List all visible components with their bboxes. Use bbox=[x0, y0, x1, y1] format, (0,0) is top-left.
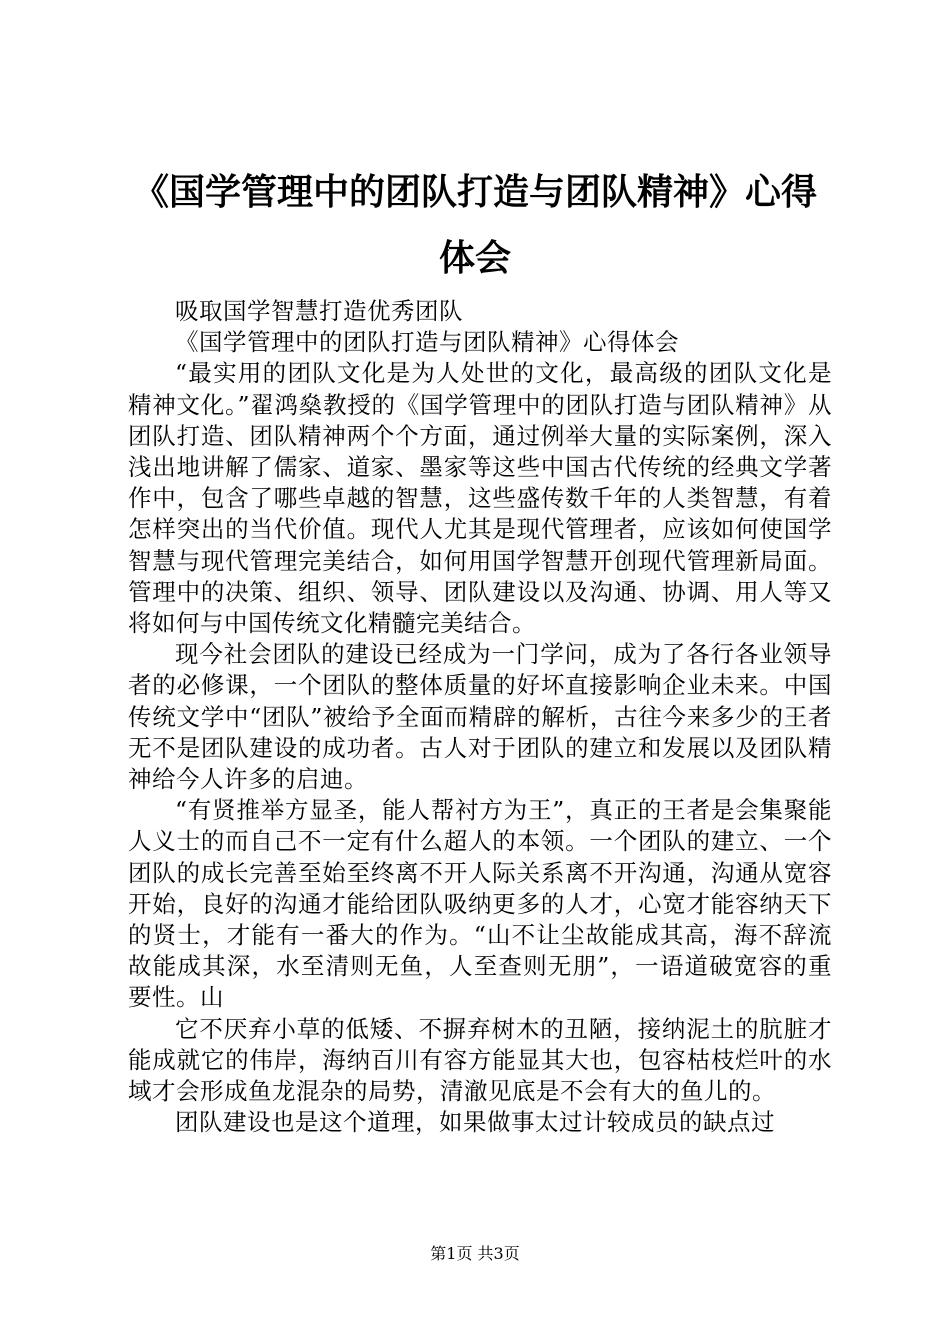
paragraph: 《国学管理中的团队打造与团队精神》心得体会 bbox=[175, 328, 679, 357]
paragraph: 团队建设也是这个道理，如果做事太过计较成员的缺点过 bbox=[175, 1108, 775, 1137]
paragraph: 吸取国学智慧打造优秀团队 bbox=[175, 297, 463, 325]
paragraph: “最实用的团队文化是为人处世的文化，最高级的团队文化是精神文化。”翟鸿燊教授的《国学管理中的团队打造与团队精神》从团队打造、团队精神两个个方面，通过例举大量的实际案例，深入浅出地讲解了儒家、道家、墨家等这些中国古代传统的经典文学著作中，包含了哪些卓越的智慧，这些盛传数千年的人类智慧，有着怎样突出的当代价值。现代人尤其是现代管理者，应该如何使国学智慧与现代管理完美结合，如何用国学智慧开创现代管理新局面。管理中的决策、组织、领导、团队建设以及沟通、协调、用人等又将如何与中国传统文化精髓完美结合。 bbox=[128, 359, 832, 638]
page-footer: 第1页 共3页 bbox=[430, 1244, 520, 1263]
paragraph: 现今社会团队的建设已经成为一门学问，成为了各行各业领导者的必修课，一个团队的整体质量的好坏直接影响企业未来。中国传统文学中“团队”被给予全面而精辟的解析，古往今来多少的王者无不是团队建设的成功者。古人对于团队的建立和发展以及团队精神给今人许多的启迪。 bbox=[128, 640, 832, 794]
paragraph: “有贤推举方显圣，能人帮衬方为王”，真正的王者是会集聚能人义士的而自己不一定有什么超人的本领。一个团队的建立、一个团队的成长完善至始至终离不开人际关系离不开沟通，沟通从宽容开始，良好的沟通才能给团队吸纳更多的人才，心宽才能容纳天下的贤士，才能有一番大的作为。“山不让尘故能成其高，海不辞流故能成其深，水至清则无鱼，人至查则无朋”，一语道破宽容的重要性。山 bbox=[128, 796, 832, 1012]
paragraph: 它不厌弃小草的低矮、不摒弃树木的丑陋，接纳泥土的肮脏才能成就它的伟岸，海纳百川有容方能显其大也，包容枯枝烂叶的水域才会形成鱼龙混杂的局势，清澈见底是不会有大的鱼儿的。 bbox=[128, 1014, 832, 1106]
document-title: 《国学管理中的团队打造与团队精神》心得体会 bbox=[132, 172, 817, 279]
document-body bbox=[128, 296, 832, 1138]
